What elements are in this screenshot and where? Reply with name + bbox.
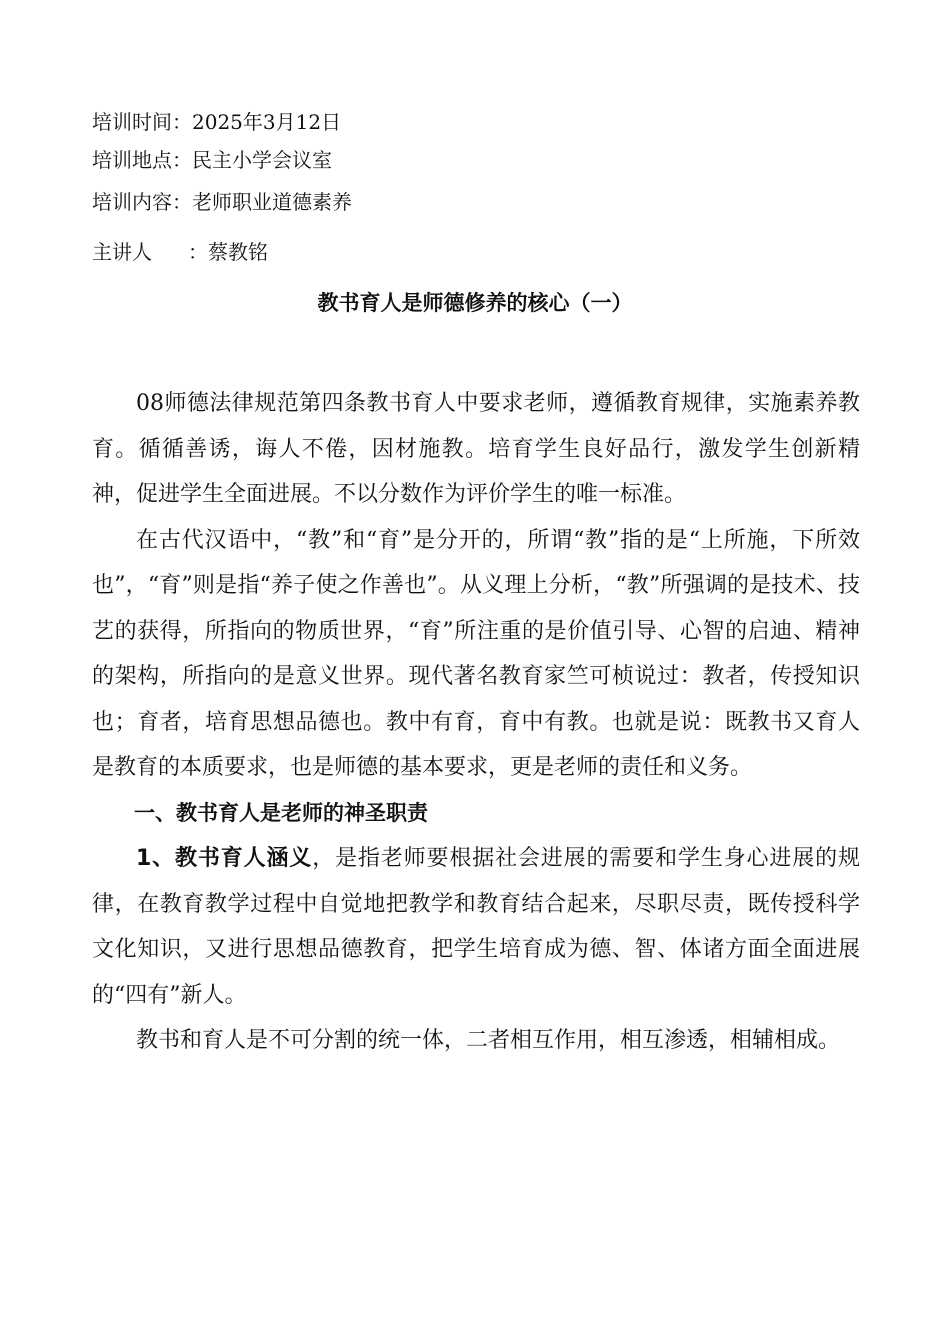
paragraph-definition [92,836,860,1018]
speaker-separator: ： [188,240,208,264]
paragraph-classical-meaning: 在古代汉语中，“教”和“育”是分开的，所谓“教”指的是“上所施，下所效也”，“育”则是指“养子使之作善也”。从义理上分析，“教”所强调的是技术、技艺的获得，所指向的物质世界，“育”所注重的是价值引导、心智的启迪、精神的架构，所指向的是意义世界。现代著名教育家竺可桢说过：教者，传授知识也；育者，培育思想品德也。教中有育，育中有教。也就是说：既教书又育人是教育的本质要求，也是师德的基本要求，更是老师的责任和义务。 [92,527,860,780]
training-content: 培训内容：老师职业道德素养 [92,190,352,214]
definition-text: ，是指老师要根据社会进展的需要和学生身心进展的规律，在教育教学过程中自觉地把教学和教育结合起来，尽职尽责，既传授科学文化知识，又进行思想品德教育，把学生培育成为德、智、体诸方面全面进展的“四有”新人。 [92,846,860,1008]
training-speaker [92,240,268,264]
speaker-label: 主讲人 [92,240,152,264]
speaker-name: 蔡教铭 [208,240,268,264]
document-body [92,381,860,1064]
paragraph-regulation: 08师德法律规范第四条教书育人中要求老师，遵循教育规律，实施素养教育。循循善诱，诲人不倦，因材施教。培育学生良好品行，激发学生创新精神，促进学生全面进展。不以分数作为评价学生的唯一标准。 [92,391,860,507]
paragraph-unity: 教书和育人是不可分割的统一体，二者相互作用，相互渗透，相辅相成。 [136,1028,841,1053]
definition-lead: 1、教书育人涵义 [136,846,313,871]
training-time: 培训时间：2025年3月12日 [92,110,342,134]
document-title: 教书育人是师德修养的核心（一） [317,291,633,315]
training-place: 培训地点：民主小学会议室 [92,148,332,172]
section-heading-1: 一、教书育人是老师的神圣职责 [134,800,428,825]
